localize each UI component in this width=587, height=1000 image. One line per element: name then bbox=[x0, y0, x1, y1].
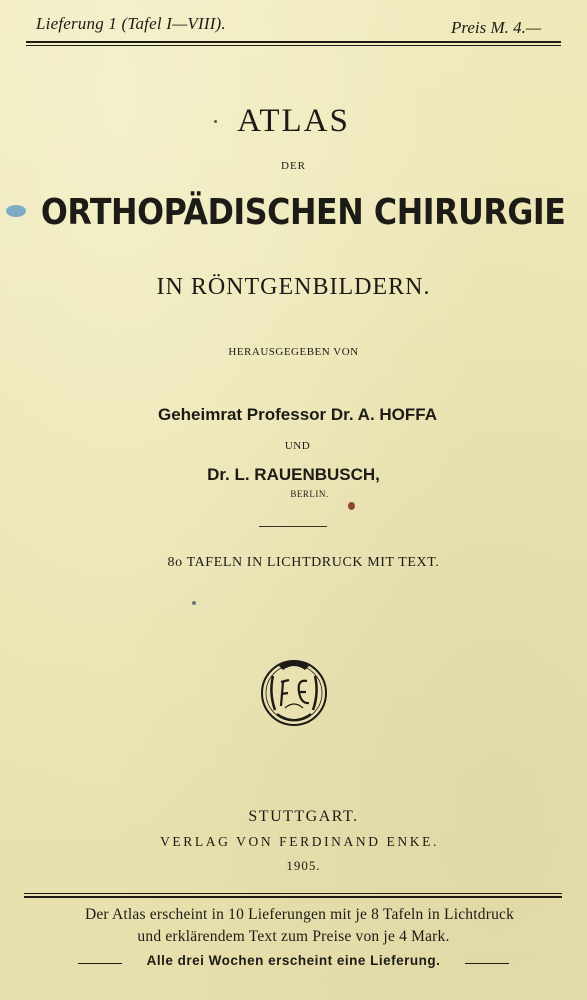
footer-rule-thick bbox=[24, 896, 562, 898]
header-rule-thin bbox=[26, 45, 561, 46]
footer-rule-thin bbox=[24, 893, 562, 894]
footer-dash-right bbox=[465, 963, 509, 964]
blue-ink-stain bbox=[6, 205, 26, 217]
publisher-emblem-icon bbox=[255, 652, 333, 730]
editors-connector: UND bbox=[284, 440, 311, 452]
imprint-year: 1905. bbox=[286, 858, 321, 873]
title-der: DER bbox=[281, 160, 306, 172]
author-hoffa: Geheimrat Professor Dr. A. HOFFA bbox=[158, 405, 437, 424]
separator-rule bbox=[259, 526, 327, 527]
imprint-city: STUTTGART. bbox=[248, 808, 359, 825]
title-main: ORTHOPÄDISCHEN CHIRURGIE bbox=[40, 192, 566, 233]
title-subtitle: IN RÖNTGENBILDERN. bbox=[156, 274, 431, 300]
author-rauenbusch: Dr. L. RAUENBUSCH, bbox=[207, 465, 380, 484]
footer-note-line-1: Der Atlas erscheint in 10 Lieferungen mit je 8 Tafeln in Lichtdruck bbox=[84, 906, 515, 923]
header-rule-thick bbox=[26, 41, 561, 43]
price-info: Preis M. 4.— bbox=[450, 18, 541, 37]
contents-line: 8o TAFELN IN LICHTDRUCK MIT TEXT. bbox=[167, 555, 440, 570]
ink-dot bbox=[192, 601, 196, 605]
imprint-publisher: VERLAG VON FERDINAND ENKE. bbox=[160, 834, 439, 849]
title-atlas: ATLAS bbox=[237, 103, 350, 139]
footer-note-line-3: Alle drei Wochen erscheint eine Lieferung. bbox=[146, 953, 441, 968]
ink-speck bbox=[214, 120, 217, 123]
delivery-info: Lieferung 1 (Tafel I—VIII). bbox=[36, 14, 226, 33]
footer-note-line-2: und erklärendem Text zum Preise von je 4 Mark. bbox=[137, 928, 450, 945]
author-city: BERLIN. bbox=[290, 489, 329, 499]
editors-intro: HERAUSGEGEBEN VON bbox=[228, 346, 359, 358]
red-stain bbox=[348, 502, 355, 510]
